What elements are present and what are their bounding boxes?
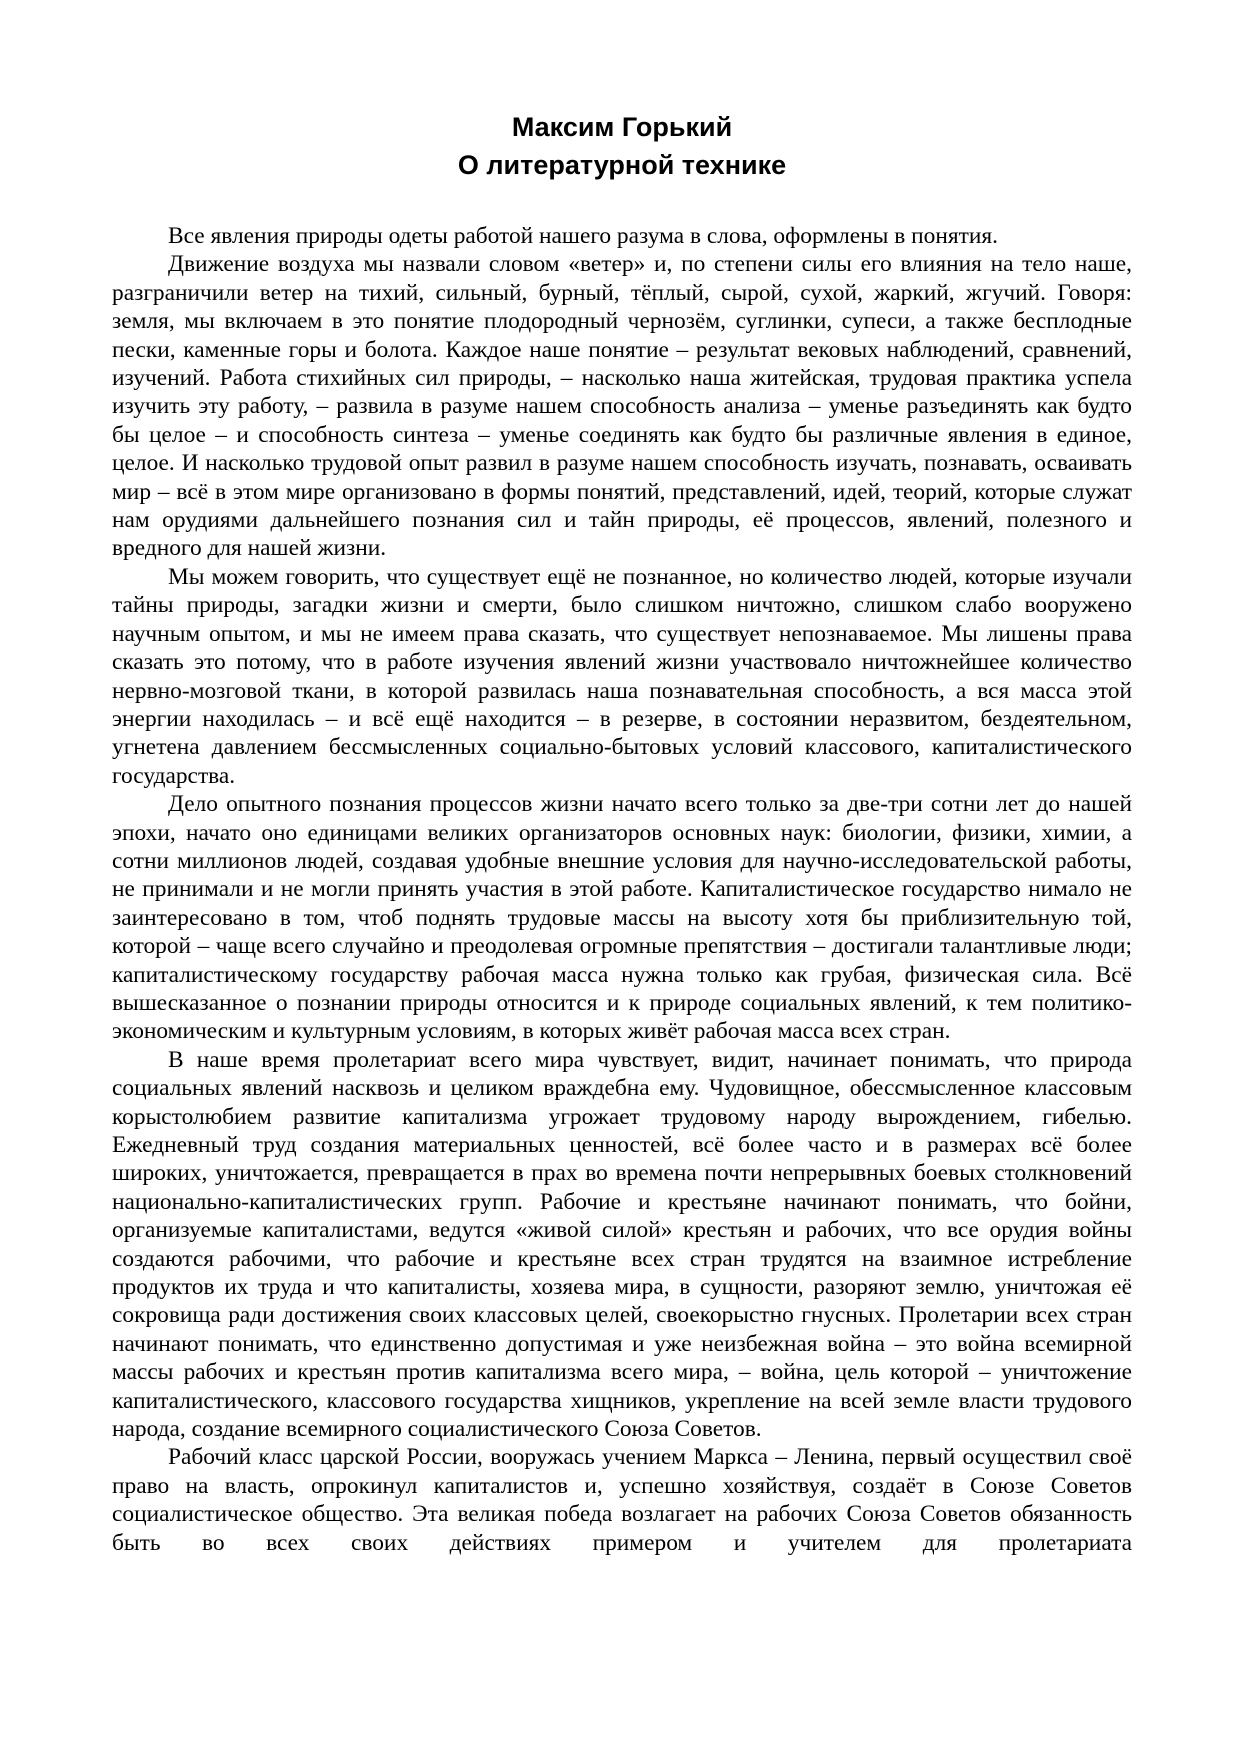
paragraph-6: Рабочий класс царской России, вооружась учением Маркса – Ленина, первый осуществил своё право на власть, опрокинул капиталистов и, успешно хозяйствуя, создаёт в Союзе Советов социалистическое общество. Эта великая победа возлагает на рабочих Союза Советов обязанность быть во всех своих действиях примером и учителем для пролетариата bbox=[112, 1444, 1132, 1556]
paragraph-1: Все явления природы одеты работой нашего разума в слова, оформлены в понятия. bbox=[168, 223, 998, 249]
author-name: Максим Горький bbox=[511, 112, 733, 142]
document-page bbox=[112, 108, 1132, 1557]
paragraph-4: Дело опытного познания процессов жизни начато всего только за две-три сотни лет до нашей эпохи, начато оно единицами великих организаторов основных наук: биологии, физики, химии, а сотни миллионов людей, создавая удобные внешние условия для научно-исследовательской работы, не принимали и не могли принять участия в этой работе. Капиталистическое государство нимало не заинтересовано в том, чтоб поднять трудовые массы на высоту хотя бы приблизительную той, которой – чаще всего случайно и преодолевая огромные препятствия – достигали талантливые люди; капиталистическому государству рабочая масса нужна только как грубая, физическая сила. Всё вышесказанное о познании природы относится и к природе социальных явлений, к тем политико-экономическим и культурным условиям, в которых живёт рабочая масса всех стран. bbox=[112, 791, 1132, 1045]
paragraph-2: Движение воздуха мы назвали словом «ветер» и, по степени силы его влияния на тело наше, разграничили ветер на тихий, сильный, бурный, тёплый, сырой, сухой, жаркий, жгучий. Говоря: земля, мы включаем в это понятие плодородный чернозём, суглинки, супеси, а также бесплодные пески, каменные горы и болота. Каждое наше понятие – результат вековых наблюдений, сравнений, изучений. Работа стихийных сил природы, – насколько наша житейская, трудовая практика успела изучить эту работу, – развила в разуме нашем способность анализа – уменье разъединять как будто бы целое – и способность синтеза – уменье соединять как будто бы различные явления в единое, целое. И насколько трудовой опыт развил в разуме нашем способность изучать, познавать, осваивать мир – всё в этом мире организовано в формы понятий, представлений, идей, теорий, которые служат нам орудиями дальнейшего познания сил и тайн природы, её процессов, явлений, полезного и вредного для нашей жизни. bbox=[112, 251, 1132, 562]
title-block bbox=[112, 108, 1132, 184]
document-title: О литературной технике bbox=[457, 150, 787, 180]
paragraph-5: В наше время пролетариат всего мира чувствует, видит, начинает понимать, что природа социальных явлений насквозь и целиком враждебна ему. Чудовищное, обессмысленное классовым корыстолюбием развитие капитализма угрожает трудовому народу вырождением, гибелью. Ежедневный труд создания материальных ценностей, всё более часто и в размерах всё более широких, уничтожается, превращается в прах во времена почти непрерывных боевых столкновений национально-капиталистических групп. Рабочие и крестьяне начинают понимать, что бойни, организуемые капиталистами, ведутся «живой силой» крестьян и рабочих, что все орудия войны создаются рабочими, что рабочие и крестьяне всех стран трудятся на взаимное истребление продуктов их труда и что капиталисты, хозяева мира, в сущности, разоряют землю, уничтожая её сокровища ради достижения своих классовых целей, своекорыстно гнусных. Пролетарии всех стран начинают понимать, что единственно допустимая и уже неизбежная война – это война всемирной массы рабочих и крестьян против капитализма всего мира, – война, цель которой – уничтожение капиталистического, классового государства хищников, укрепление на всей земле власти трудового народа, создание всемирного социалистического Союза Советов. bbox=[112, 1046, 1132, 1443]
body-text bbox=[112, 222, 1132, 1557]
paragraph-3: Мы можем говорить, что существует ещё не познанное, но количество людей, которые изучали тайны природы, загадки жизни и смерти, было слишком ничтожно, слишком слабо вооружено научным опытом, и мы не имеем права сказать, что существует непознаваемое. Мы лишены права сказать это потому, что в работе изучения явлений жизни участвовало ничтожнейшее количество нервно-мозговой ткани, в которой развилась наша познавательная способность, а вся масса этой энергии находилась – и всё ещё находится – в резерве, в состоянии неразвитом, бездеятельном, угнетена давлением бессмысленных социально-бытовых условий классового, капиталистического государства. bbox=[112, 563, 1132, 789]
